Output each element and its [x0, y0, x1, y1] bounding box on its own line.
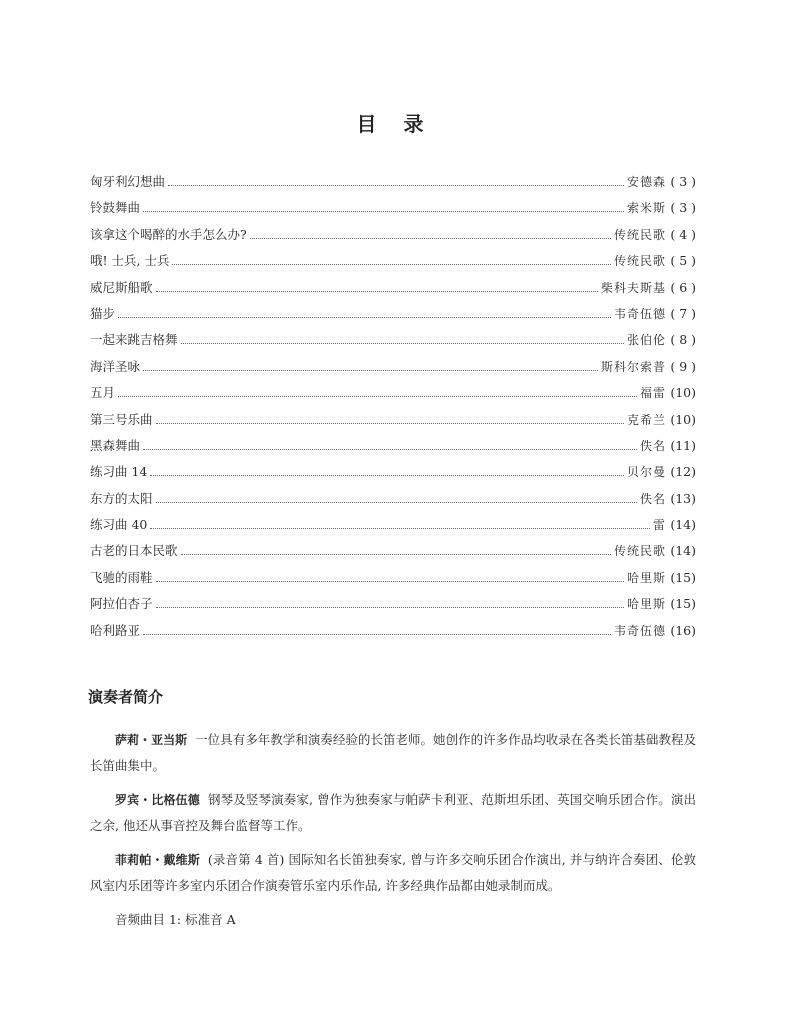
toc-leader-dots [143, 211, 624, 212]
toc-composer: 福雷 [639, 386, 666, 401]
toc-piece-title: 第三号乐曲 [90, 411, 153, 427]
toc-piece-title: 练习曲 14 [90, 464, 148, 480]
performer-bio [90, 847, 696, 898]
toc-composer: 韦奇伍德 [613, 306, 666, 321]
toc-piece-title: 阿拉伯杏子 [90, 596, 153, 612]
toc-piece-title: 黑森舞曲 [90, 437, 141, 453]
toc-page-number: (12) [670, 464, 696, 480]
toc-page-number: (15) [670, 569, 696, 585]
toc-entry [90, 541, 696, 567]
toc-leader-dots [156, 607, 624, 608]
toc-leader-dots [156, 291, 598, 292]
toc-page-number: (14) [670, 517, 696, 533]
toc-leader-dots [150, 475, 624, 476]
toc-leader-dots [118, 396, 637, 397]
performers-bios [90, 727, 696, 932]
toc-page-number: ( 4 ) [670, 226, 696, 242]
toc-entry [90, 568, 696, 594]
toc-piece-title: 一起来跳吉格舞 [90, 332, 178, 348]
toc-composer: 安德森 [626, 175, 666, 189]
toc-title: 目 录 [356, 112, 434, 136]
toc-page-number: (10) [670, 411, 696, 427]
toc-piece-title: 古老的日本民歌 [90, 543, 178, 559]
toc-leader-dots [118, 317, 611, 318]
toc-page-number: (16) [670, 622, 696, 638]
toc-entry [90, 225, 696, 251]
toc-entry [90, 198, 696, 224]
toc-piece-title: 飞驰的雨鞋 [90, 569, 153, 585]
toc-leader-dots [172, 264, 611, 265]
toc-piece-title: 猫步 [90, 305, 116, 321]
toc-leader-dots [143, 634, 611, 635]
toc-composer: 张伯伦 [626, 333, 666, 348]
toc-leader-dots [143, 370, 598, 371]
audio-track-note: 音频曲目 1: 标准音 A [115, 912, 236, 927]
toc-piece-title: 该拿这个喝醉的水手怎么办? [90, 226, 247, 242]
toc-leader-dots [150, 528, 650, 529]
toc-page-number: ( 6 ) [670, 279, 696, 295]
toc-entry [90, 410, 696, 436]
toc-composer: 佚名 [639, 491, 666, 506]
toc-leader-dots [250, 238, 611, 239]
toc-entry [90, 515, 696, 541]
toc-page-number: (10) [670, 385, 696, 401]
toc-composer: 传统民歌 [613, 227, 666, 242]
toc-entry [90, 357, 696, 383]
performer-description: 钢琴及竖琴演奏家, 曾作为独奏家与帕萨卡利亚、范斯坦乐团、英国交响乐团合作。演出之余, 他还从事音控及舞台监督等工作。 [90, 792, 696, 833]
toc-composer: 传统民歌 [613, 254, 666, 269]
toc-piece-title: 威尼斯船歌 [90, 279, 153, 295]
toc-leader-dots [156, 581, 624, 582]
toc-page-number: ( 3 ) [670, 174, 696, 189]
toc-entry [90, 594, 696, 620]
performer-description: 一位具有多年教学和演奏经验的长笛老师。她创作的许多作品均收录在各类长笛基础教程及长笛曲集中。 [90, 732, 696, 773]
toc-composer: 雷 [652, 518, 666, 533]
toc-page-number: (14) [670, 543, 696, 559]
toc-composer: 柴科夫斯基 [600, 280, 666, 295]
toc-entry [90, 251, 696, 277]
toc-entry [90, 621, 696, 647]
toc-entry [90, 462, 696, 488]
toc-entry [90, 436, 696, 462]
toc-piece-title: 铃鼓舞曲 [90, 200, 141, 216]
toc-composer: 韦奇伍德 [613, 623, 666, 638]
toc-piece-title: 哈利路亚 [90, 622, 141, 638]
toc-composer: 索米斯 [626, 201, 666, 216]
toc-composer: 传统民歌 [613, 544, 666, 559]
toc-leader-dots [156, 423, 624, 424]
toc-leader-dots [143, 449, 637, 450]
toc-composer: 哈里斯 [626, 570, 666, 585]
toc-leader-dots [168, 185, 624, 186]
toc-entry [90, 172, 696, 198]
toc-piece-title: 哦! 士兵, 士兵 [90, 253, 170, 269]
toc-piece-title: 匈牙利幻想曲 [90, 174, 166, 189]
toc-entry [90, 278, 696, 304]
table-of-contents [90, 172, 696, 647]
toc-page-number: (13) [670, 490, 696, 506]
toc-entry [90, 304, 696, 330]
toc-leader-dots [181, 554, 611, 555]
toc-page-number: (15) [670, 596, 696, 612]
performer-name: 罗宾・比格伍德 [115, 793, 200, 807]
toc-page-number: (11) [670, 437, 696, 453]
performer-description: (录音第 4 首) 国际知名长笛独奏家, 曾与许多交响乐团合作演出, 并与纳许合奏团、伦敦风室内乐团等许多室内乐团合作演奏管乐室内乐作品, 许多经典作品都由她录制而成。 [90, 852, 696, 893]
toc-composer: 佚名 [639, 438, 666, 453]
toc-page-number: ( 7 ) [670, 305, 696, 321]
performer-name: 菲莉帕・戴维斯 [115, 853, 200, 867]
performer-name: 萨莉・亚当斯 [115, 733, 188, 747]
toc-leader-dots [156, 502, 637, 503]
toc-entry [90, 489, 696, 515]
toc-page-number: ( 5 ) [670, 253, 696, 269]
toc-page-number: ( 3 ) [670, 200, 696, 216]
toc-piece-title: 练习曲 40 [90, 517, 148, 533]
performer-bio [90, 787, 696, 838]
toc-composer: 克希兰 [626, 412, 666, 427]
toc-piece-title: 海洋圣咏 [90, 358, 141, 374]
toc-page-number: ( 9 ) [670, 358, 696, 374]
toc-composer: 斯科尔索普 [600, 359, 666, 374]
toc-piece-title: 五月 [90, 385, 116, 401]
toc-entry [90, 330, 696, 356]
performers-title: 演奏者简介 [88, 688, 164, 706]
toc-composer: 哈里斯 [626, 597, 666, 612]
toc-piece-title: 东方的太阳 [90, 490, 153, 506]
performer-bio [90, 727, 696, 778]
toc-composer: 贝尔曼 [626, 465, 666, 480]
toc-leader-dots [181, 343, 624, 344]
toc-page-number: ( 8 ) [670, 332, 696, 348]
toc-entry [90, 383, 696, 409]
